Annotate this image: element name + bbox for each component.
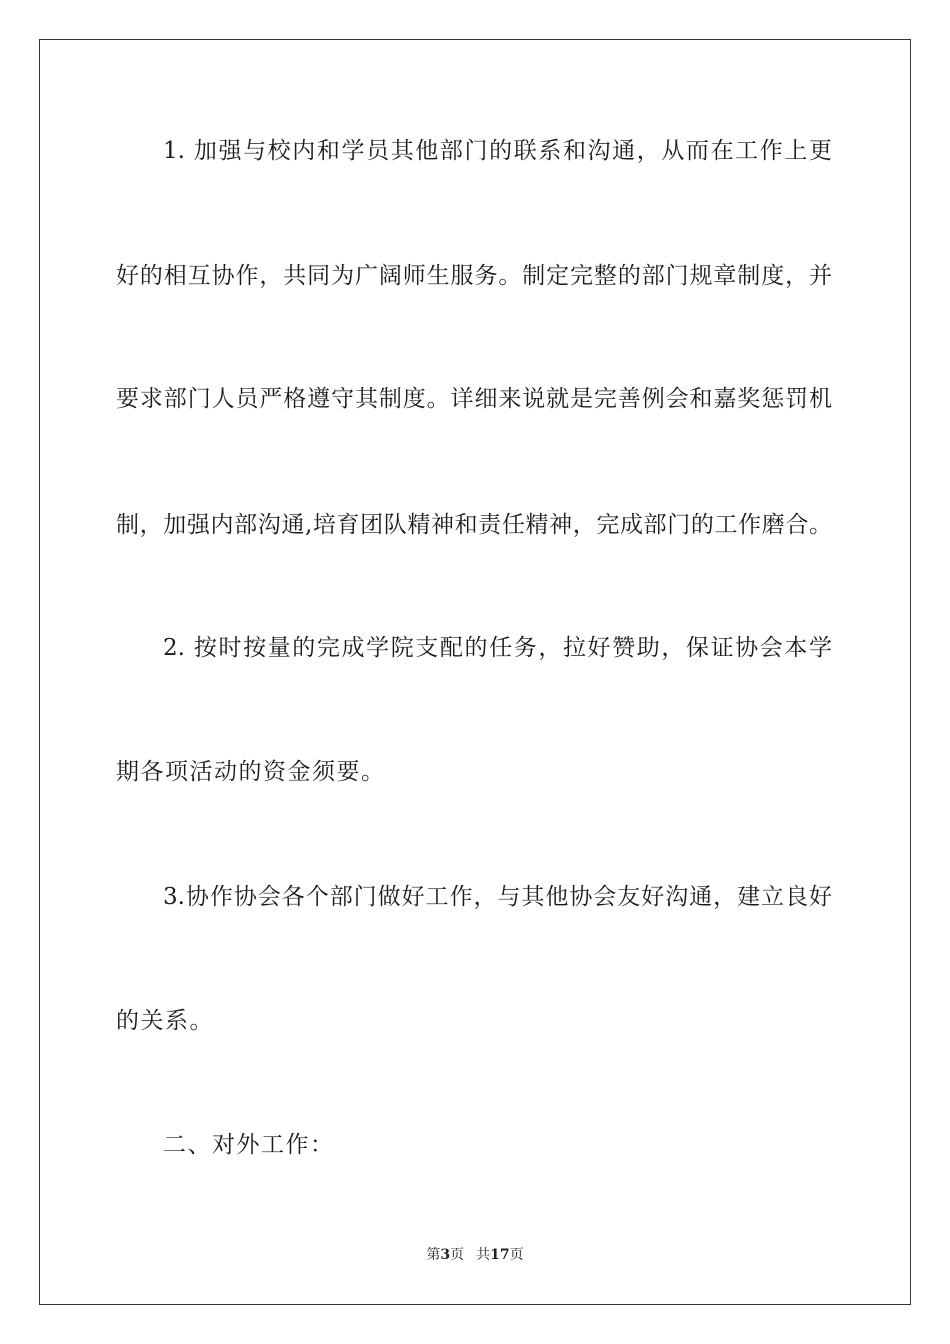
paragraph-1-line-2: 好的相互协作，共同为广阔师生服务。制定完整的部门规章制度，并	[116, 263, 832, 289]
footer-total-suffix: 页	[509, 1247, 524, 1263]
footer-page-number: 3	[440, 1247, 451, 1263]
footer-page-prefix: 第	[426, 1247, 441, 1263]
page-border	[39, 39, 911, 1305]
paragraph-3-line-2: 的关系。	[116, 1008, 214, 1034]
paragraph-2-line-2: 期各项活动的资金须要。	[116, 759, 386, 785]
footer-page-suffix: 页	[450, 1247, 465, 1263]
page-footer	[0, 1246, 950, 1264]
paragraph-1-line-1: 1. 加强与校内和学员其他部门的联系和沟通，从而在工作上更	[163, 138, 832, 164]
paragraph-2-line-1: 2. 按时按量的完成学院支配的任务，拉好赞助，保证协会本学	[163, 635, 832, 661]
paragraph-1-line-4: 制，加强内部沟通,培育团队精神和责任精神，完成部门的工作磨合。	[116, 512, 832, 538]
footer-total-pages: 17	[490, 1247, 510, 1263]
footer-total-prefix: 共	[476, 1247, 491, 1263]
paragraph-3-line-1: 3.协作协会各个部门做好工作，与其他协会友好沟通，建立良好	[163, 884, 832, 910]
paragraph-1-line-3: 要求部门人员严格遵守其制度。详细来说就是完善例会和嘉奖惩罚机	[116, 386, 832, 412]
section-heading-external-work: 二、对外工作：	[163, 1132, 335, 1158]
